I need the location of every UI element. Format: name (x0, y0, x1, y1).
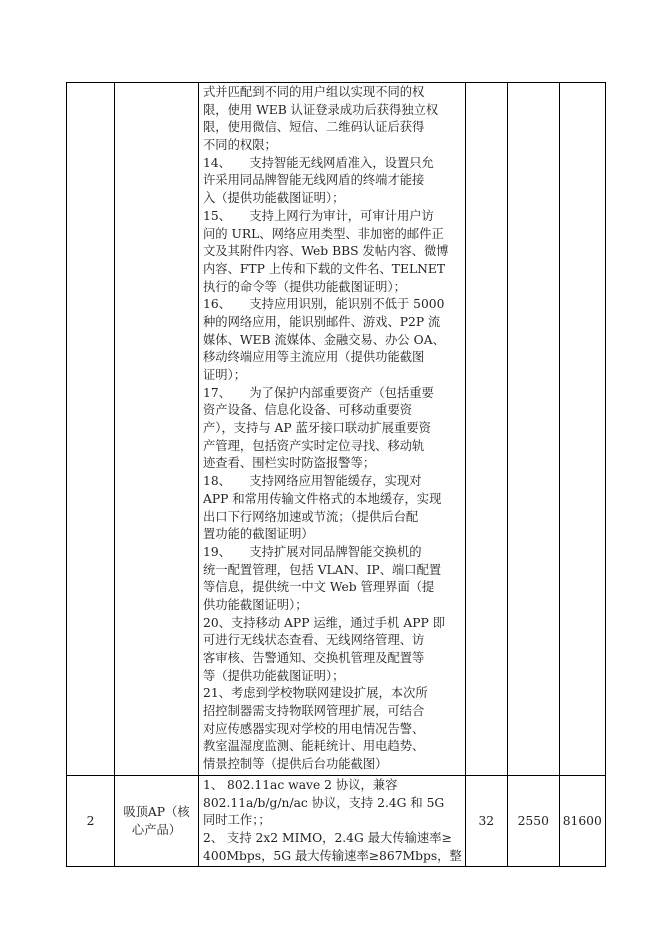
item-name-line: 吸顶AP（核 (123, 805, 190, 820)
spec-line: 招控制器需支持物联网管理扩展，可结合 (203, 704, 425, 719)
spec-line: 同时工作；； (203, 813, 271, 828)
spec-line: 出口下行网络加速或节流；（提供后台配 (203, 509, 419, 524)
spec-cell (199, 775, 466, 866)
item-name-cell (115, 83, 199, 776)
spec-line: 统一配置管理，包括 VLAN、IP、端口配置 (203, 562, 442, 577)
spec-line: 17、 为了保护内部重要资产（包括重要 (203, 385, 434, 400)
spec-cell (199, 83, 466, 776)
spec-line: 产），支持与 AP 蓝牙接口联动扩展重要资 (203, 421, 431, 436)
spec-line: 内容、FTP 上传和下载的文件名、TELNET (203, 261, 446, 276)
spec-line: 执行的命令等（提供功能截图证明）； (203, 279, 406, 294)
spec-line: 16、 支持应用识别，能识别不低于 5000 (203, 297, 445, 312)
total-price-cell: 81600 (559, 775, 605, 866)
spec-line: 客审核、告警通知、交换机管理及配置等 (203, 651, 425, 665)
spec-line: 14、 支持智能无线网盾准入，设置只允 (203, 155, 434, 170)
spec-line: 许采用同品牌智能无线网盾的终端才能接 (203, 173, 425, 188)
spec-line: 情景控制等（提供后台功能截图） (203, 757, 388, 772)
spec-line: APP 和常用传输文件格式的本地缓存，实现 (203, 491, 442, 506)
spec-line: 种的网络应用，能识别邮件、游戏、P2P 流 (203, 314, 441, 329)
spec-line: 可进行无线状态查看、无线网络管理、访 (203, 633, 425, 648)
spec-line: 802.11a/b/g/n/ac 协议，支持 2.4G 和 5G (203, 795, 445, 810)
table-row (67, 83, 606, 776)
table-row (67, 775, 606, 866)
spec-line: 供功能截图证明）； (203, 597, 308, 612)
spec-line: 证明）； (203, 368, 247, 382)
spec-line: 1、 802.11ac wave 2 协议，兼容 (203, 777, 398, 792)
spec-line: 置功能的截图证明） (203, 527, 314, 542)
item-name-line: 心产品） (131, 823, 182, 838)
spec-line: 21、考虑到学校物联网建设扩展，本次所 (203, 686, 428, 701)
spec-line: 19、 支持扩展对同品牌智能交换机的 (203, 544, 422, 559)
quantity-cell (465, 83, 507, 776)
spec-line: 媒体、WEB 流媒体、金融交易、办公 OA、 (203, 332, 445, 347)
spec-line: 15、 支持上网行为审计，可审计用户访 (203, 208, 434, 223)
spec-line: 产管理，包括资产实时定位寻找、移动轨 (203, 438, 425, 453)
spec-line: 18、 支持网络应用智能缓存，实现对 (203, 474, 422, 489)
spec-line: 式并匹配到不同的用户组以实现不同的权 (203, 85, 425, 99)
spec-line: 2、 支持 2x2 MIMO，2.4G 最大传输速率≥ (203, 830, 452, 845)
spec-line: 20、支持移动 APP 运维，通过手机 APP 即 (203, 615, 445, 630)
product-spec-table (66, 82, 606, 867)
item-name-cell (115, 775, 199, 866)
spec-line: 入（提供功能截图证明）； (203, 191, 345, 206)
spec-line: 等（提供功能截图证明）； (203, 668, 345, 683)
spec-line: 对应传感器实现对学校的用电情况告警、 (203, 721, 425, 736)
spec-line: 限，使用 WEB 认证登录成功后获得独立权 (203, 102, 439, 117)
spec-line: 400Mbps，5G 最大传输速率≥867Mbps，整 (203, 848, 462, 863)
spec-line: 教室温湿度监测、能耗统计、用电趋势、 (203, 739, 425, 754)
item-number-cell: 2 (67, 775, 115, 866)
spec-line: 迹查看、围栏实时防盗报警等； (203, 456, 376, 471)
item-number-cell (67, 83, 115, 776)
spec-line: 移动终端应用等主流应用（提供功能截图 (203, 350, 425, 365)
unit-price-cell: 2550 (507, 775, 559, 866)
quantity-cell: 32 (465, 775, 507, 866)
spec-line: 文及其附件内容、Web BBS 发帖内容、微博 (203, 244, 449, 259)
unit-price-cell (507, 83, 559, 776)
spec-line: 等信息，提供统一中文 Web 管理界面（提 (203, 580, 435, 595)
total-price-cell (559, 83, 605, 776)
spec-line: 资产设备、信息化设备、可移动重要资 (203, 403, 413, 418)
spec-line: 问的 URL、网络应用类型、非加密的邮件正 (203, 226, 444, 241)
spec-line: 限，使用微信、短信、二维码认证后获得 (203, 120, 425, 135)
spec-line: 不同的权限； (203, 138, 277, 153)
